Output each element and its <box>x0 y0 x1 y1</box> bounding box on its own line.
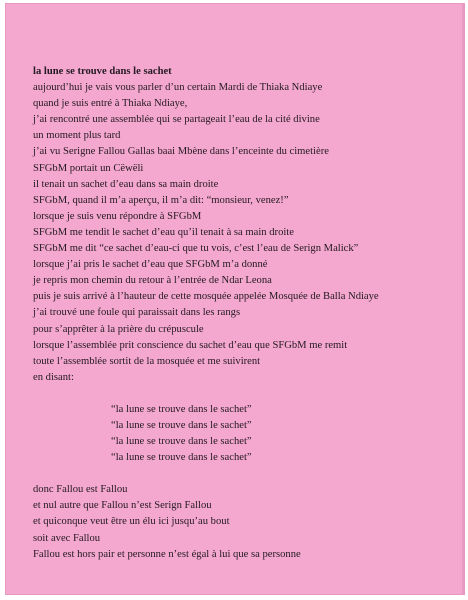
poem-line: quand je suis entré à Thiaka Ndiaye, <box>33 98 188 110</box>
poem-line: lorsque je suis venu répondre à SFGbM <box>33 210 202 222</box>
poem-text <box>33 64 458 563</box>
poem-line: donc Fallou est Fallou <box>33 484 128 496</box>
poem-line: il tenait un sachet d’eau dans sa main droite <box>33 178 219 190</box>
refrain-line: “la lune se trouve dans le sachet” <box>111 419 252 431</box>
poem-line: toute l’assemblée sortit de la mosquée et me suivirent <box>33 355 261 367</box>
poem-line: SFGbM, quand il m’a aperçu, il m’a dit: “monsieur, venez!” <box>33 194 289 206</box>
poem-line: je repris mon chemin du retour à l’entrée de Ndar Leona <box>33 275 272 287</box>
pink-paper-sheet <box>6 4 464 594</box>
poem-line: aujourd’hui je vais vous parler d’un certain Mardi de Thiaka Ndiaye <box>33 82 323 94</box>
poem-line: et quiconque veut être un élu ici jusqu’au bout <box>33 516 230 528</box>
poem-line: en disant: <box>33 371 74 383</box>
poem-line: lorsque j’ai pris le sachet d’eau que SFGbM m’a donné <box>33 259 268 271</box>
poem-line: SFGbM me tendit le sachet d’eau qu’il tenait à sa main droite <box>33 226 294 238</box>
poem-line: j’ai vu Serigne Fallou Gallas baai Mbène dans l’enceinte du cimetière <box>33 146 329 158</box>
poem-line: pour s’apprêter à la prière du crépuscule <box>33 323 204 335</box>
poem-line: SFGbM portait un Cëwëli <box>33 162 144 174</box>
poem-line: un moment plus tard <box>33 130 121 142</box>
poem-line: SFGbM me dit “ce sachet d’eau-ci que tu vois, c’est l’eau de Serign Malick” <box>33 243 359 255</box>
poem-line: j’ai rencontré une assemblée qui se partageait l’eau de la cité divine <box>33 114 320 126</box>
poem-line: j’ai trouvé une foule qui paraissait dans les rangs <box>33 307 241 319</box>
stanza-gap <box>33 386 458 402</box>
poem-line: lorsque l’assemblée prit conscience du sachet d’eau que SFGbM me remit <box>33 339 348 351</box>
poem-line: soit avec Fallou <box>33 532 101 544</box>
poem-line: puis je suis arrivé à l’hauteur de cette mosquée appelée Mosquée de Balla Ndiaye <box>33 291 379 303</box>
poem-line: et nul autre que Fallou n’est Serign Fallou <box>33 500 212 512</box>
stanza-gap <box>33 466 458 482</box>
poem-title: la lune se trouve dans le sachet <box>33 66 172 77</box>
poem-line: Fallou est hors pair et personne n’est égal à lui que sa personne <box>33 548 301 560</box>
refrain-line: “la lune se trouve dans le sachet” <box>111 452 252 464</box>
refrain-line: “la lune se trouve dans le sachet” <box>111 403 252 415</box>
refrain-line: “la lune se trouve dans le sachet” <box>111 436 252 448</box>
